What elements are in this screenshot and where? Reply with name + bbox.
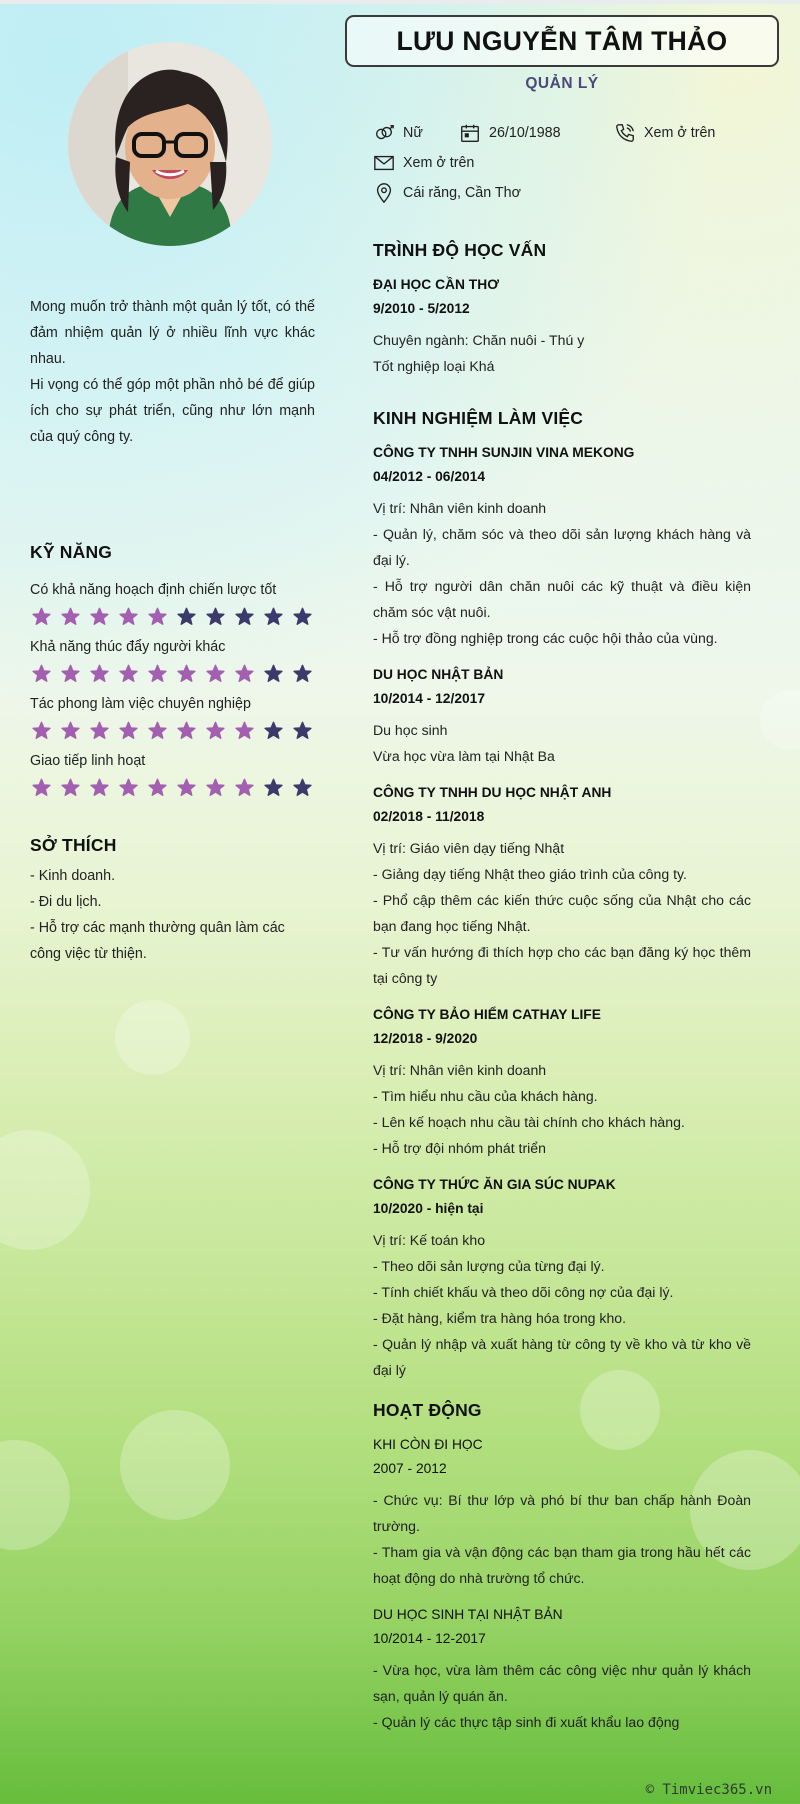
activity-dates: 2007 - 2012 xyxy=(373,1461,447,1476)
experience-entry xyxy=(373,663,751,769)
bokeh-decoration xyxy=(120,1410,230,1520)
star-filled-icon xyxy=(233,663,256,685)
star-filled-icon xyxy=(175,777,198,799)
gender-value: Nữ xyxy=(403,125,423,141)
job-detail: - Lên kế hoạch nhu cầu tài chính cho khách hàng. xyxy=(373,1114,685,1130)
job-detail: - Hỗ trợ đội nhóm phát triển xyxy=(373,1140,546,1156)
star-filled-icon xyxy=(88,720,111,742)
job-dates: 10/2014 - 12/2017 xyxy=(373,691,486,706)
star-empty-icon xyxy=(291,606,314,628)
experience-entry xyxy=(373,1173,751,1383)
star-empty-icon xyxy=(262,777,285,799)
company-name: DU HỌC NHẬT BẢN xyxy=(373,667,504,682)
star-filled-icon xyxy=(146,663,169,685)
star-filled-icon xyxy=(233,777,256,799)
profile-photo xyxy=(68,42,272,246)
activity-entry xyxy=(373,1433,751,1591)
star-filled-icon xyxy=(146,606,169,628)
skill-item xyxy=(30,696,320,742)
hobby-item: - Đi du lịch. xyxy=(30,894,102,910)
star-empty-icon xyxy=(262,606,285,628)
skill-rating xyxy=(30,663,320,685)
experience-title: KINH NGHIỆM LÀM VIỆC xyxy=(373,408,584,428)
bokeh-decoration xyxy=(0,1130,90,1250)
job-detail: Du học sinh xyxy=(373,722,448,738)
job-detail: - Giảng dạy tiếng Nhật theo giáo trình của công ty. xyxy=(373,866,687,882)
star-filled-icon xyxy=(59,606,82,628)
skill-rating xyxy=(30,720,320,742)
career-objective xyxy=(30,294,315,450)
job-detail: - Tìm hiểu nhu cầu của khách hàng. xyxy=(373,1088,598,1104)
job-detail: - Hỗ trợ đồng nghiệp trong các cuộc hội thảo của vùng. xyxy=(373,630,718,646)
star-filled-icon xyxy=(88,777,111,799)
birthday-info xyxy=(459,121,561,145)
top-border xyxy=(0,0,800,4)
star-filled-icon xyxy=(117,777,140,799)
company-name: CÔNG TY TNHH SUNJIN VINA MEKONG xyxy=(373,445,635,460)
gender-icon xyxy=(373,122,395,144)
star-empty-icon xyxy=(262,720,285,742)
star-filled-icon xyxy=(117,720,140,742)
star-filled-icon xyxy=(88,606,111,628)
gender-info xyxy=(373,121,423,145)
birthday-value: 26/10/1988 xyxy=(489,125,561,141)
job-dates: 02/2018 - 11/2018 xyxy=(373,809,485,824)
job-detail: - Quản lý nhập và xuất hàng từ công ty về kho và từ kho về đại lý xyxy=(373,1336,751,1378)
star-empty-icon xyxy=(291,663,314,685)
star-filled-icon xyxy=(117,606,140,628)
address-info xyxy=(373,181,521,205)
email-value: Xem ở trên xyxy=(403,155,475,171)
activity-name: DU HỌC SINH TẠI NHẬT BẢN xyxy=(373,1607,563,1622)
star-empty-icon xyxy=(262,663,285,685)
job-position: QUẢN LÝ xyxy=(525,75,599,92)
job-detail: - Theo dõi sản lượng của từng đại lý. xyxy=(373,1258,605,1274)
star-filled-icon xyxy=(175,663,198,685)
school-name: ĐẠI HỌC CẦN THƠ xyxy=(373,277,499,292)
star-empty-icon xyxy=(175,606,198,628)
star-filled-icon xyxy=(88,663,111,685)
hobbies-list xyxy=(30,863,315,967)
job-detail: - Phổ cập thêm các kiến thức cuộc sống của Nhật cho các bạn đang học tiếng Nhật. xyxy=(373,892,751,934)
bokeh-decoration xyxy=(115,1000,190,1075)
skill-name: Khả năng thúc đẩy người khác xyxy=(30,639,226,655)
skills-title: KỸ NĂNG xyxy=(30,542,113,562)
bokeh-decoration xyxy=(760,690,800,750)
education-dates: 9/2010 - 5/2012 xyxy=(373,301,470,316)
skill-rating xyxy=(30,606,320,628)
activities-section xyxy=(373,1400,751,1747)
job-detail: - Đặt hàng, kiểm tra hàng hóa trong kho. xyxy=(373,1310,627,1326)
skill-name: Có khả năng hoạch định chiến lược tốt xyxy=(30,582,277,598)
job-dates: 10/2020 - hiện tại xyxy=(373,1201,484,1216)
education-entry xyxy=(373,273,751,379)
star-filled-icon xyxy=(204,777,227,799)
job-detail: Vị trí: Kế toán kho xyxy=(373,1232,486,1248)
company-name: CÔNG TY THỨC ĂN GIA SÚC NUPAK xyxy=(373,1177,616,1192)
job-detail: Vị trí: Nhân viên kinh doanh xyxy=(373,500,547,516)
job-dates: 12/2018 - 9/2020 xyxy=(373,1031,478,1046)
job-detail: Vị trí: Nhân viên kinh doanh xyxy=(373,1062,547,1078)
education-detail: Tốt nghiệp loại Khá xyxy=(373,358,495,374)
education-title: TRÌNH ĐỘ HỌC VẤN xyxy=(373,240,547,260)
star-empty-icon xyxy=(204,606,227,628)
phone-value: Xem ở trên xyxy=(644,125,716,141)
avatar-illustration xyxy=(68,42,272,246)
star-filled-icon xyxy=(59,777,82,799)
location-pin-icon xyxy=(373,182,395,204)
activity-detail: - Chức vụ: Bí thư lớp và phó bí thư ban chấp hành Đoàn trường. xyxy=(373,1492,751,1534)
bokeh-decoration xyxy=(0,1440,70,1550)
job-detail: Vị trí: Giáo viên dạy tiếng Nhật xyxy=(373,840,565,856)
activity-name: KHI CÒN ĐI HỌC xyxy=(373,1437,483,1452)
skill-name: Tác phong làm việc chuyên nghiệp xyxy=(30,696,251,712)
education-detail: Chuyên ngành: Chăn nuôi - Thú y xyxy=(373,332,585,348)
job-detail: - Quản lý, chăm sóc và theo dõi sản lượng khách hàng và đại lý. xyxy=(373,526,751,568)
company-name: CÔNG TY TNHH DU HỌC NHẬT ANH xyxy=(373,785,612,800)
footer-watermark: © Timviec365.vn xyxy=(645,1782,772,1798)
skill-rating xyxy=(30,777,320,799)
star-filled-icon xyxy=(204,720,227,742)
calendar-icon xyxy=(459,122,481,144)
skill-name: Giao tiếp linh hoạt xyxy=(30,753,146,769)
phone-info xyxy=(614,121,715,145)
star-empty-icon xyxy=(291,777,314,799)
activity-dates: 10/2014 - 12-2017 xyxy=(373,1631,486,1646)
skill-item xyxy=(30,582,320,628)
star-filled-icon xyxy=(30,777,53,799)
email-icon xyxy=(373,152,395,174)
star-filled-icon xyxy=(233,720,256,742)
job-dates: 04/2012 - 06/2014 xyxy=(373,469,486,484)
activity-detail: - Vừa học, vừa làm thêm các công việc như quản lý khách sạn, quản lý quán ăn. xyxy=(373,1662,751,1704)
hobbies-title: SỞ THÍCH xyxy=(30,835,117,855)
star-empty-icon xyxy=(291,720,314,742)
star-filled-icon xyxy=(204,663,227,685)
education-section xyxy=(373,240,751,391)
job-detail: - Tính chiết khấu và theo dõi công nợ của đại lý. xyxy=(373,1284,674,1300)
full-name: LƯU NGUYỄN TÂM THẢO xyxy=(345,15,779,67)
address-value: Cái răng, Cần Thơ xyxy=(403,185,521,201)
activity-detail: - Quản lý các thực tập sinh đi xuất khẩu lao động xyxy=(373,1714,680,1730)
activity-detail: - Tham gia và vận động các bạn tham gia trong hầu hết các hoạt động do nhà trường tổ chức. xyxy=(373,1544,751,1586)
phone-icon xyxy=(614,122,636,144)
star-empty-icon xyxy=(233,606,256,628)
hobby-item: - Hỗ trợ các mạnh thường quân làm các công việc từ thiện. xyxy=(30,920,285,962)
experience-section xyxy=(373,408,751,1395)
activity-entry xyxy=(373,1603,751,1735)
skill-item xyxy=(30,753,320,799)
email-info xyxy=(373,151,474,175)
star-filled-icon xyxy=(30,720,53,742)
experience-entry xyxy=(373,441,751,651)
job-detail: - Hỗ trợ người dân chăn nuôi các kỹ thuật và điều kiện chăm sóc vật nuôi. xyxy=(373,578,751,620)
star-filled-icon xyxy=(146,777,169,799)
objective-paragraph: Hi vọng có thể góp một phần nhỏ bé để giúp ích cho sự phát triển, cũng như lớn mạnh của quý công ty. xyxy=(30,377,315,445)
experience-entry xyxy=(373,1003,751,1161)
star-filled-icon xyxy=(146,720,169,742)
star-filled-icon xyxy=(30,663,53,685)
hobby-item: - Kinh doanh. xyxy=(30,868,116,884)
star-filled-icon xyxy=(117,663,140,685)
star-filled-icon xyxy=(30,606,53,628)
job-detail: Vừa học vừa làm tại Nhật Ba xyxy=(373,748,555,764)
star-filled-icon xyxy=(175,720,198,742)
star-filled-icon xyxy=(59,663,82,685)
objective-paragraph: Mong muốn trở thành một quản lý tốt, có thể đảm nhiệm quản lý ở nhiều lĩnh vực khác nhau. xyxy=(30,299,315,367)
skill-item xyxy=(30,639,320,685)
company-name: CÔNG TY BẢO HIỂM CATHAY LIFE xyxy=(373,1007,601,1022)
job-detail: - Tư vấn hướng đi thích hợp cho các bạn đăng ký học thêm tại công ty xyxy=(373,944,751,986)
activities-title: HOẠT ĐỘNG xyxy=(373,1400,482,1420)
experience-entry xyxy=(373,781,751,991)
star-filled-icon xyxy=(59,720,82,742)
